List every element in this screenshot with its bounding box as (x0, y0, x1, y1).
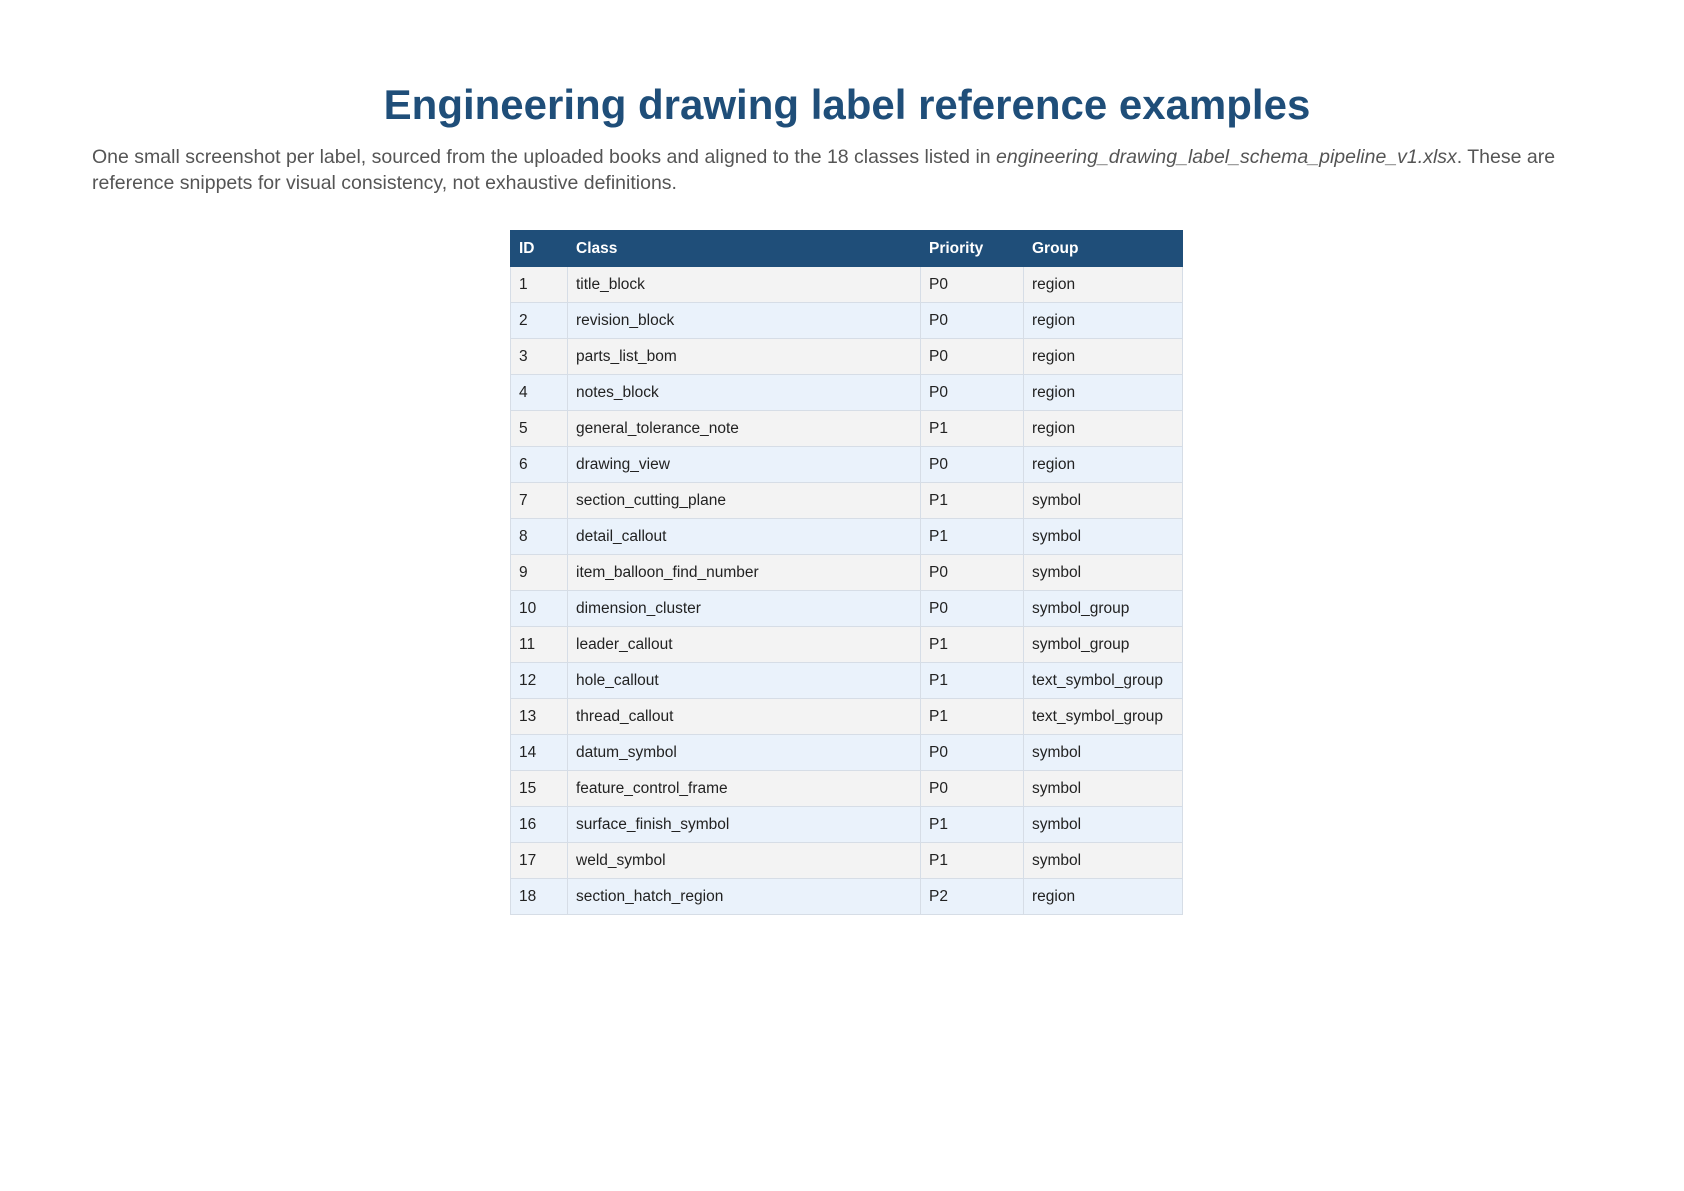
cell-priority: P0 (921, 735, 1024, 771)
cell-class: notes_block (568, 375, 921, 411)
cell-id: 14 (511, 735, 568, 771)
cell-id: 2 (511, 303, 568, 339)
column-header-group: Group (1024, 231, 1183, 267)
table-header (511, 231, 1183, 267)
label-table-container (510, 230, 1183, 915)
cell-group: symbol (1024, 771, 1183, 807)
cell-class: section_hatch_region (568, 879, 921, 915)
cell-id: 13 (511, 699, 568, 735)
cell-priority: P0 (921, 339, 1024, 375)
cell-priority: P0 (921, 591, 1024, 627)
cell-group: symbol (1024, 519, 1183, 555)
table-row (511, 267, 1183, 303)
cell-group: region (1024, 411, 1183, 447)
cell-id: 7 (511, 483, 568, 519)
cell-class: datum_symbol (568, 735, 921, 771)
cell-group: text_symbol_group (1024, 663, 1183, 699)
cell-id: 3 (511, 339, 568, 375)
subtitle-text-after: . These are reference snippets for visual consistency, not exhaustive definitions. (92, 146, 1556, 194)
table-row (511, 771, 1183, 807)
cell-class: hole_callout (568, 663, 921, 699)
cell-id: 18 (511, 879, 568, 915)
subtitle-text-before: One small screenshot per label, sourced from the uploaded books and aligned to the 18 classes listed in (92, 146, 997, 168)
cell-class: detail_callout (568, 519, 921, 555)
cell-group: region (1024, 303, 1183, 339)
cell-class: weld_symbol (568, 843, 921, 879)
cell-priority: P1 (921, 843, 1024, 879)
cell-group: text_symbol_group (1024, 699, 1183, 735)
table-row (511, 591, 1183, 627)
table-row (511, 447, 1183, 483)
page-subtitle (92, 144, 1602, 196)
cell-priority: P0 (921, 267, 1024, 303)
cell-priority: P1 (921, 663, 1024, 699)
cell-class: general_tolerance_note (568, 411, 921, 447)
cell-priority: P0 (921, 555, 1024, 591)
cell-priority: P0 (921, 771, 1024, 807)
table-row (511, 699, 1183, 735)
column-header-priority: Priority (921, 231, 1024, 267)
cell-id: 10 (511, 591, 568, 627)
cell-class: parts_list_bom (568, 339, 921, 375)
cell-class: dimension_cluster (568, 591, 921, 627)
cell-group: symbol (1024, 843, 1183, 879)
cell-class: item_balloon_find_number (568, 555, 921, 591)
cell-class: leader_callout (568, 627, 921, 663)
cell-id: 17 (511, 843, 568, 879)
cell-group: region (1024, 375, 1183, 411)
cell-id: 8 (511, 519, 568, 555)
table-row (511, 843, 1183, 879)
table-row (511, 339, 1183, 375)
column-header-class: Class (568, 231, 921, 267)
table-row (511, 807, 1183, 843)
cell-priority: P0 (921, 375, 1024, 411)
cell-group: symbol_group (1024, 591, 1183, 627)
table-row (511, 375, 1183, 411)
cell-id: 12 (511, 663, 568, 699)
cell-id: 11 (511, 627, 568, 663)
table-row (511, 303, 1183, 339)
cell-priority: P1 (921, 519, 1024, 555)
cell-id: 9 (511, 555, 568, 591)
cell-group: symbol (1024, 735, 1183, 771)
cell-group: symbol_group (1024, 627, 1183, 663)
table-body (511, 267, 1183, 915)
cell-priority: P0 (921, 447, 1024, 483)
cell-group: symbol (1024, 555, 1183, 591)
page-title: Engineering drawing label reference examples (383, 81, 1311, 128)
table-row (511, 555, 1183, 591)
document-page (92, 78, 1602, 905)
table-header-row (511, 231, 1183, 267)
cell-class: title_block (568, 267, 921, 303)
subtitle-filename: engineering_drawing_label_schema_pipeline_v1.xlsx (996, 146, 1457, 168)
cell-id: 5 (511, 411, 568, 447)
cell-class: drawing_view (568, 447, 921, 483)
cell-group: region (1024, 267, 1183, 303)
label-table (510, 230, 1183, 915)
cell-priority: P2 (921, 879, 1024, 915)
cell-group: region (1024, 447, 1183, 483)
cell-priority: P1 (921, 627, 1024, 663)
cell-priority: P1 (921, 807, 1024, 843)
cell-id: 16 (511, 807, 568, 843)
cell-class: feature_control_frame (568, 771, 921, 807)
cell-priority: P0 (921, 303, 1024, 339)
table-row (511, 663, 1183, 699)
table-row (511, 519, 1183, 555)
table-row (511, 735, 1183, 771)
table-row (511, 627, 1183, 663)
cell-priority: P1 (921, 411, 1024, 447)
table-row (511, 483, 1183, 519)
cell-id: 15 (511, 771, 568, 807)
cell-group: symbol (1024, 807, 1183, 843)
cell-group: region (1024, 879, 1183, 915)
cell-group: symbol (1024, 483, 1183, 519)
cell-group: region (1024, 339, 1183, 375)
cell-id: 6 (511, 447, 568, 483)
column-header-id: ID (511, 231, 568, 267)
cell-priority: P1 (921, 699, 1024, 735)
cell-id: 4 (511, 375, 568, 411)
table-row (511, 879, 1183, 915)
cell-class: section_cutting_plane (568, 483, 921, 519)
cell-priority: P1 (921, 483, 1024, 519)
cell-id: 1 (511, 267, 568, 303)
table-row (511, 411, 1183, 447)
cell-class: revision_block (568, 303, 921, 339)
cell-class: surface_finish_symbol (568, 807, 921, 843)
cell-class: thread_callout (568, 699, 921, 735)
